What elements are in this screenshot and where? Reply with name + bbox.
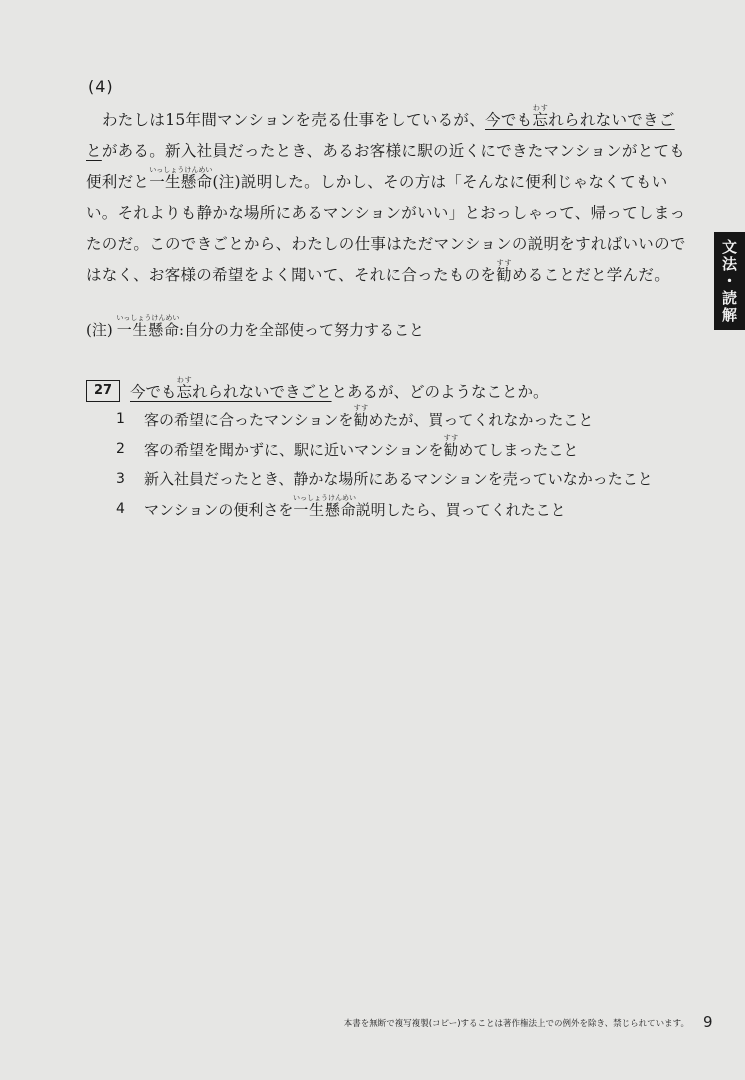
choice-text-part: めてしまったこと (458, 441, 579, 459)
passage-text: わたしは15年間マンションを売る仕事をしているが、 (102, 111, 486, 129)
choice-number: 2 (116, 441, 125, 457)
ruby-reading: いっしょうけんめい (116, 314, 180, 322)
choice-text (144, 434, 578, 464)
question-27 (86, 376, 686, 405)
answer-choices (116, 404, 686, 524)
ruby-reading: わす (532, 104, 549, 112)
choice-text-part: 客の希望を聞かずに、駅に近いマンションを (144, 441, 444, 459)
answer-choice-4[interactable] (116, 494, 686, 524)
answer-choice-1[interactable] (116, 404, 686, 434)
ruby-base: 勧 (496, 266, 512, 284)
passage-text: 今でも (485, 111, 533, 129)
choice-text-part: 説明したら、買ってくれたこと (355, 501, 566, 519)
footnote-term: 一生懸命 (116, 321, 180, 339)
furigana (116, 314, 180, 339)
furigana (292, 494, 356, 519)
note-marker: (注) (212, 173, 241, 191)
ruby-reading: わす (176, 376, 193, 384)
ruby-reading: すす (443, 434, 459, 442)
footnote (86, 314, 686, 343)
choice-text-part: めたが、買ってくれなかったこと (368, 411, 594, 429)
passage-paragraph (86, 104, 686, 291)
underlined-phrase (130, 376, 332, 401)
question-text-part: れられないできごと (192, 383, 332, 401)
choice-text (144, 464, 653, 494)
furigana (353, 404, 369, 429)
choice-number: 4 (116, 501, 125, 517)
reading-passage (86, 104, 686, 291)
ruby-base: 勧 (353, 411, 369, 429)
ruby-base: 勧 (443, 441, 459, 459)
passage-text: めることだと学んだ。 (512, 266, 671, 284)
furigana (443, 434, 459, 459)
ruby-base: 一生懸命 (149, 173, 213, 191)
passage-text: 説明した。しかし、その方は「そんなに便利じゃなくてもいい。それよりも静かな場所にあるマンションがいい」とおっしゃって、帰ってしまったのだ。このできごとから、わたしの仕事はただマンションの説明をすればいいのではなく、お客様の希望をよく聞いて、それに合ったものを (86, 173, 686, 284)
choice-number: 1 (116, 411, 125, 427)
ruby-reading: すす (353, 404, 369, 412)
ruby-base: 一生懸命 (292, 501, 356, 519)
question-text-part: 今でも (130, 383, 177, 401)
furigana (532, 104, 549, 129)
ruby-reading: すす (496, 259, 512, 267)
furigana (149, 166, 213, 191)
choice-text (144, 404, 593, 434)
choice-text-part: 客の希望に合ったマンションを (144, 411, 354, 429)
choice-text (144, 494, 566, 524)
question-text-part: とあるが、どのようなことか。 (331, 383, 549, 401)
ruby-base: 忘 (532, 111, 549, 129)
ruby-reading: いっしょうけんめい (149, 166, 213, 174)
passage-text: れられないできごと (86, 111, 675, 160)
page-number: 9 (703, 1013, 713, 1031)
furigana (496, 259, 512, 284)
answer-choice-2[interactable] (116, 434, 686, 464)
ruby-base: 忘 (176, 383, 193, 401)
section-number: (4) (88, 77, 114, 96)
furigana (176, 376, 193, 401)
ruby-reading: いっしょうけんめい (292, 494, 356, 502)
question-number-box: 27 (86, 380, 120, 402)
footnote-label: (注) (86, 321, 113, 339)
side-tab-grammar-reading: 文法・読解 (714, 232, 745, 330)
choice-number: 3 (116, 471, 125, 487)
choice-text-part: マンションの便利さを (144, 501, 294, 519)
question-text (130, 376, 549, 405)
answer-choice-3[interactable] (116, 464, 686, 494)
choice-text-part: 新入社員だったとき、静かな場所にあるマンションを売っていなかったこと (144, 470, 653, 488)
passage-text: がある。新入社員だったとき、あるお客様に駅の近くにできたマンションがとても便利だと (86, 142, 686, 191)
footnote-definition: :自分の力を全部使って努力すること (178, 321, 425, 339)
copyright-notice: 本書を無断で複写複製(コピー)することは著作権法上での例外を除き、禁じられています。 (343, 1019, 689, 1029)
